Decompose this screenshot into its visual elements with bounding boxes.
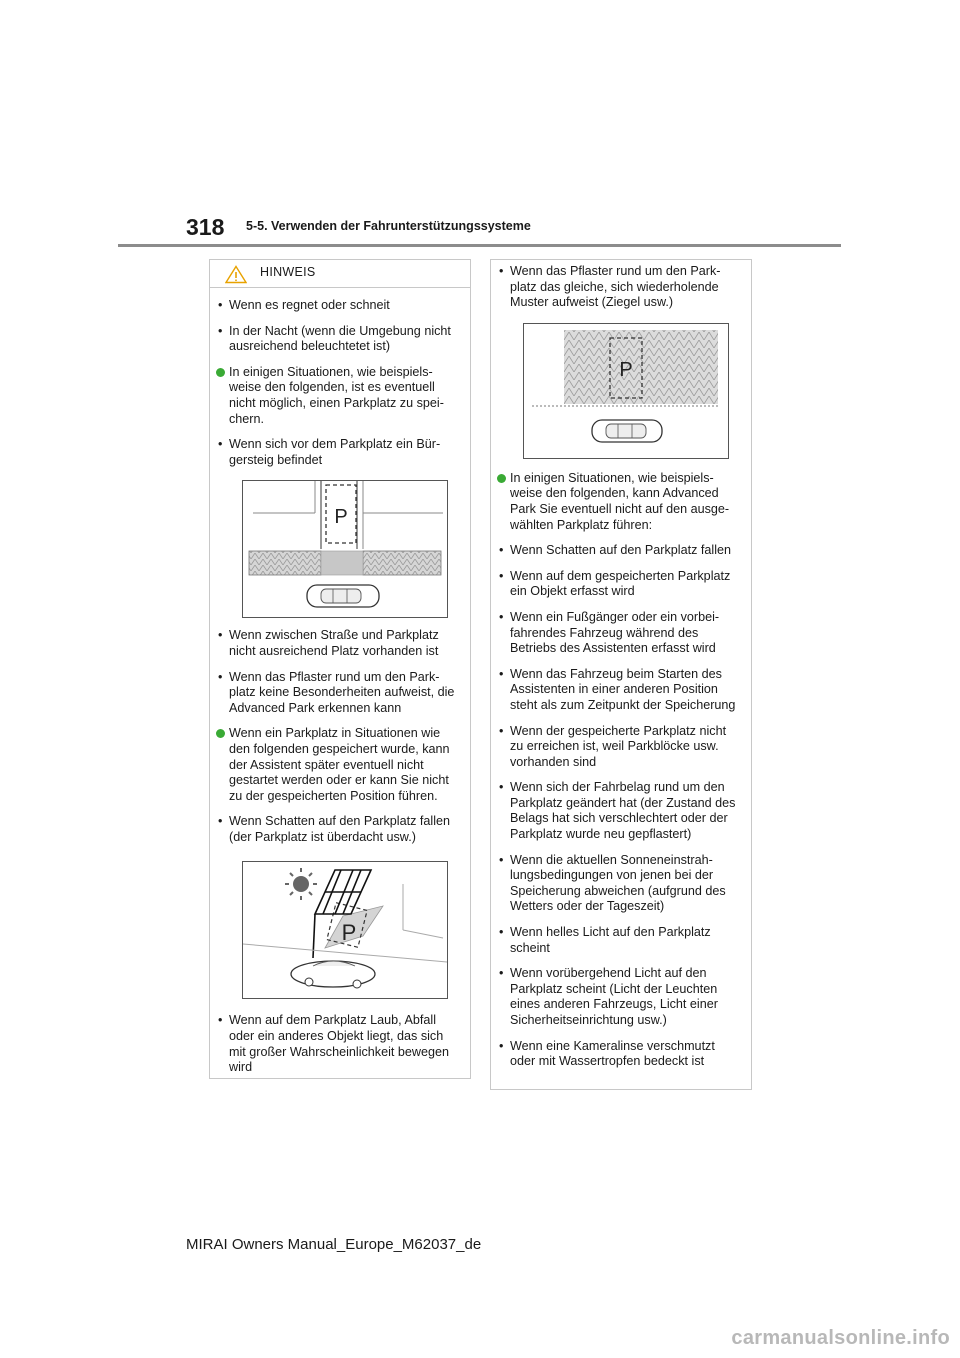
list-item: • Wenn die aktuellen Sonneneinstrah-lungsbedingungen von jenen bei der Speicherung abweichen (aufgrund des Wetters oder der Tageszeit) <box>499 852 726 914</box>
parking-label: P <box>341 920 357 946</box>
list-item: • Wenn vorübergehend Licht auf den Parkplatz scheint (Licht der Leuchten eines anderen Fahrzeugs, Licht einer Sicherheitseinrichtung usw.) <box>499 966 718 1027</box>
bullet-dot: • <box>499 852 504 867</box>
illustration-sidewalk <box>242 480 448 618</box>
header-rule <box>118 244 841 247</box>
list-item: • Wenn es regnet oder schneit <box>218 298 390 312</box>
list-item: • Wenn auf dem gespeicherten Parkplatz ein Objekt erfasst wird <box>499 568 731 599</box>
car-icon <box>291 961 375 988</box>
list-item: • In der Nacht (wenn die Umgebung nicht ausreichend beleuchtetet ist) <box>218 323 451 354</box>
list-item: • Wenn ein Fußgänger oder ein vorbei-fahrendes Fahrzeug während des Betriebs des Assistenten erfasst wird <box>499 609 720 656</box>
list-item: Wenn ein Parkplatz in Situationen wie den folgenden gespeichert wurde, kann der Assistent später eventuell nicht gestartet werden oder er kann Sie nicht zu der gespeicherten Position führen. <box>216 726 460 804</box>
bullet-dot: • <box>499 780 504 795</box>
list-item: • Wenn das Pflaster rund um den Park-platz keine Besonderheiten aufweist, die Advanced Park erkennen kann <box>218 669 455 715</box>
illustration-brick-pattern <box>523 323 729 459</box>
warning-triangle-icon <box>225 265 247 284</box>
list-item: • Wenn der gespeicherte Parkplatz nicht zu erreichen ist, weil Parkblöcke usw. vorhanden sind <box>499 723 727 769</box>
list-item: • Wenn das Pflaster rund um den Park-platz das gleiche, sich wiederholende Muster aufweist (Ziegel usw.) <box>499 264 721 310</box>
list-item: • Wenn helles Licht auf den Parkplatz scheint <box>499 925 711 955</box>
bullet-dot: • <box>218 814 223 829</box>
bullet-dot: • <box>218 1013 223 1028</box>
note-box-right <box>490 259 752 1090</box>
bullet-dot: • <box>499 543 504 558</box>
green-bullet-icon <box>216 368 225 377</box>
section-title: 5-5. Verwenden der Fahrunterstützungssysteme <box>246 219 531 233</box>
note-label: HINWEIS <box>260 265 316 279</box>
list-item: • Wenn eine Kameralinse verschmutzt oder mit Wassertropfen bedeckt ist <box>499 1038 715 1069</box>
watermark: carmanualsonline.info <box>731 1327 950 1349</box>
list-item: In einigen Situationen, wie beispiels-weise den folgenden, kann Advanced Park Sie eventuell nicht auf den ausge-wählten Parkplatz führen: <box>497 471 741 533</box>
list-item: • Wenn das Fahrzeug beim Starten des Assistenten in einer anderen Position steht als zum Zeitpunkt der Speicherung <box>499 666 736 712</box>
list-item: • Wenn sich vor dem Parkplatz ein Bür-gersteig befindet <box>218 437 441 467</box>
page-number: 318 <box>186 214 225 240</box>
green-bullet-icon <box>497 474 506 483</box>
list-item: • Wenn sich der Fahrbelag rund um den Parkplatz geändert hat (der Zustand des Belags hat sich verschlechtert oder der Parkplatz wurde neu gepflastert) <box>499 780 736 842</box>
bullet-dot: • <box>499 568 504 583</box>
list-item: • Wenn Schatten auf den Parkplatz fallen (der Parkplatz ist überdacht usw.) <box>218 814 450 844</box>
list-item: • Wenn auf dem Parkplatz Laub, Abfall oder ein anderes Objekt liegt, das sich mit großer Wahrscheinlichkeit bewegen wird <box>218 1013 450 1075</box>
bullet-dot: • <box>499 925 504 940</box>
note-box-left <box>209 259 471 1079</box>
parking-label: P <box>619 358 633 381</box>
car-icon <box>592 420 662 442</box>
bullet-dot: • <box>499 609 504 624</box>
bullet-dot: • <box>499 723 504 738</box>
bullet-dot: • <box>499 666 504 681</box>
bullet-dot: • <box>499 966 504 981</box>
note-header <box>210 260 470 288</box>
sun-icon <box>285 868 317 900</box>
bullet-dot: • <box>218 437 223 452</box>
list-item: • Wenn zwischen Straße und Parkplatz nicht ausreichend Platz vorhanden ist <box>218 628 439 658</box>
bullet-dot: • <box>499 264 504 278</box>
bullet-dot: • <box>218 298 223 312</box>
list-item: • Wenn Schatten auf den Parkplatz fallen <box>499 543 731 558</box>
bullet-dot: • <box>218 669 223 684</box>
green-bullet-icon <box>216 729 225 738</box>
list-item: In einigen Situationen, wie beispiels-weise den folgenden, ist es eventuell nicht möglich, einen Parkplatz zu spei-chern. <box>216 365 460 427</box>
illustration-shadow <box>242 861 448 999</box>
parking-label: P <box>334 506 348 529</box>
bullet-dot: • <box>499 1038 504 1053</box>
bullet-dot: • <box>218 628 223 643</box>
car-icon <box>307 585 379 607</box>
manual-name-footer: MIRAI Owners Manual_Europe_M62037_de <box>186 1236 482 1253</box>
bullet-dot: • <box>218 323 223 338</box>
